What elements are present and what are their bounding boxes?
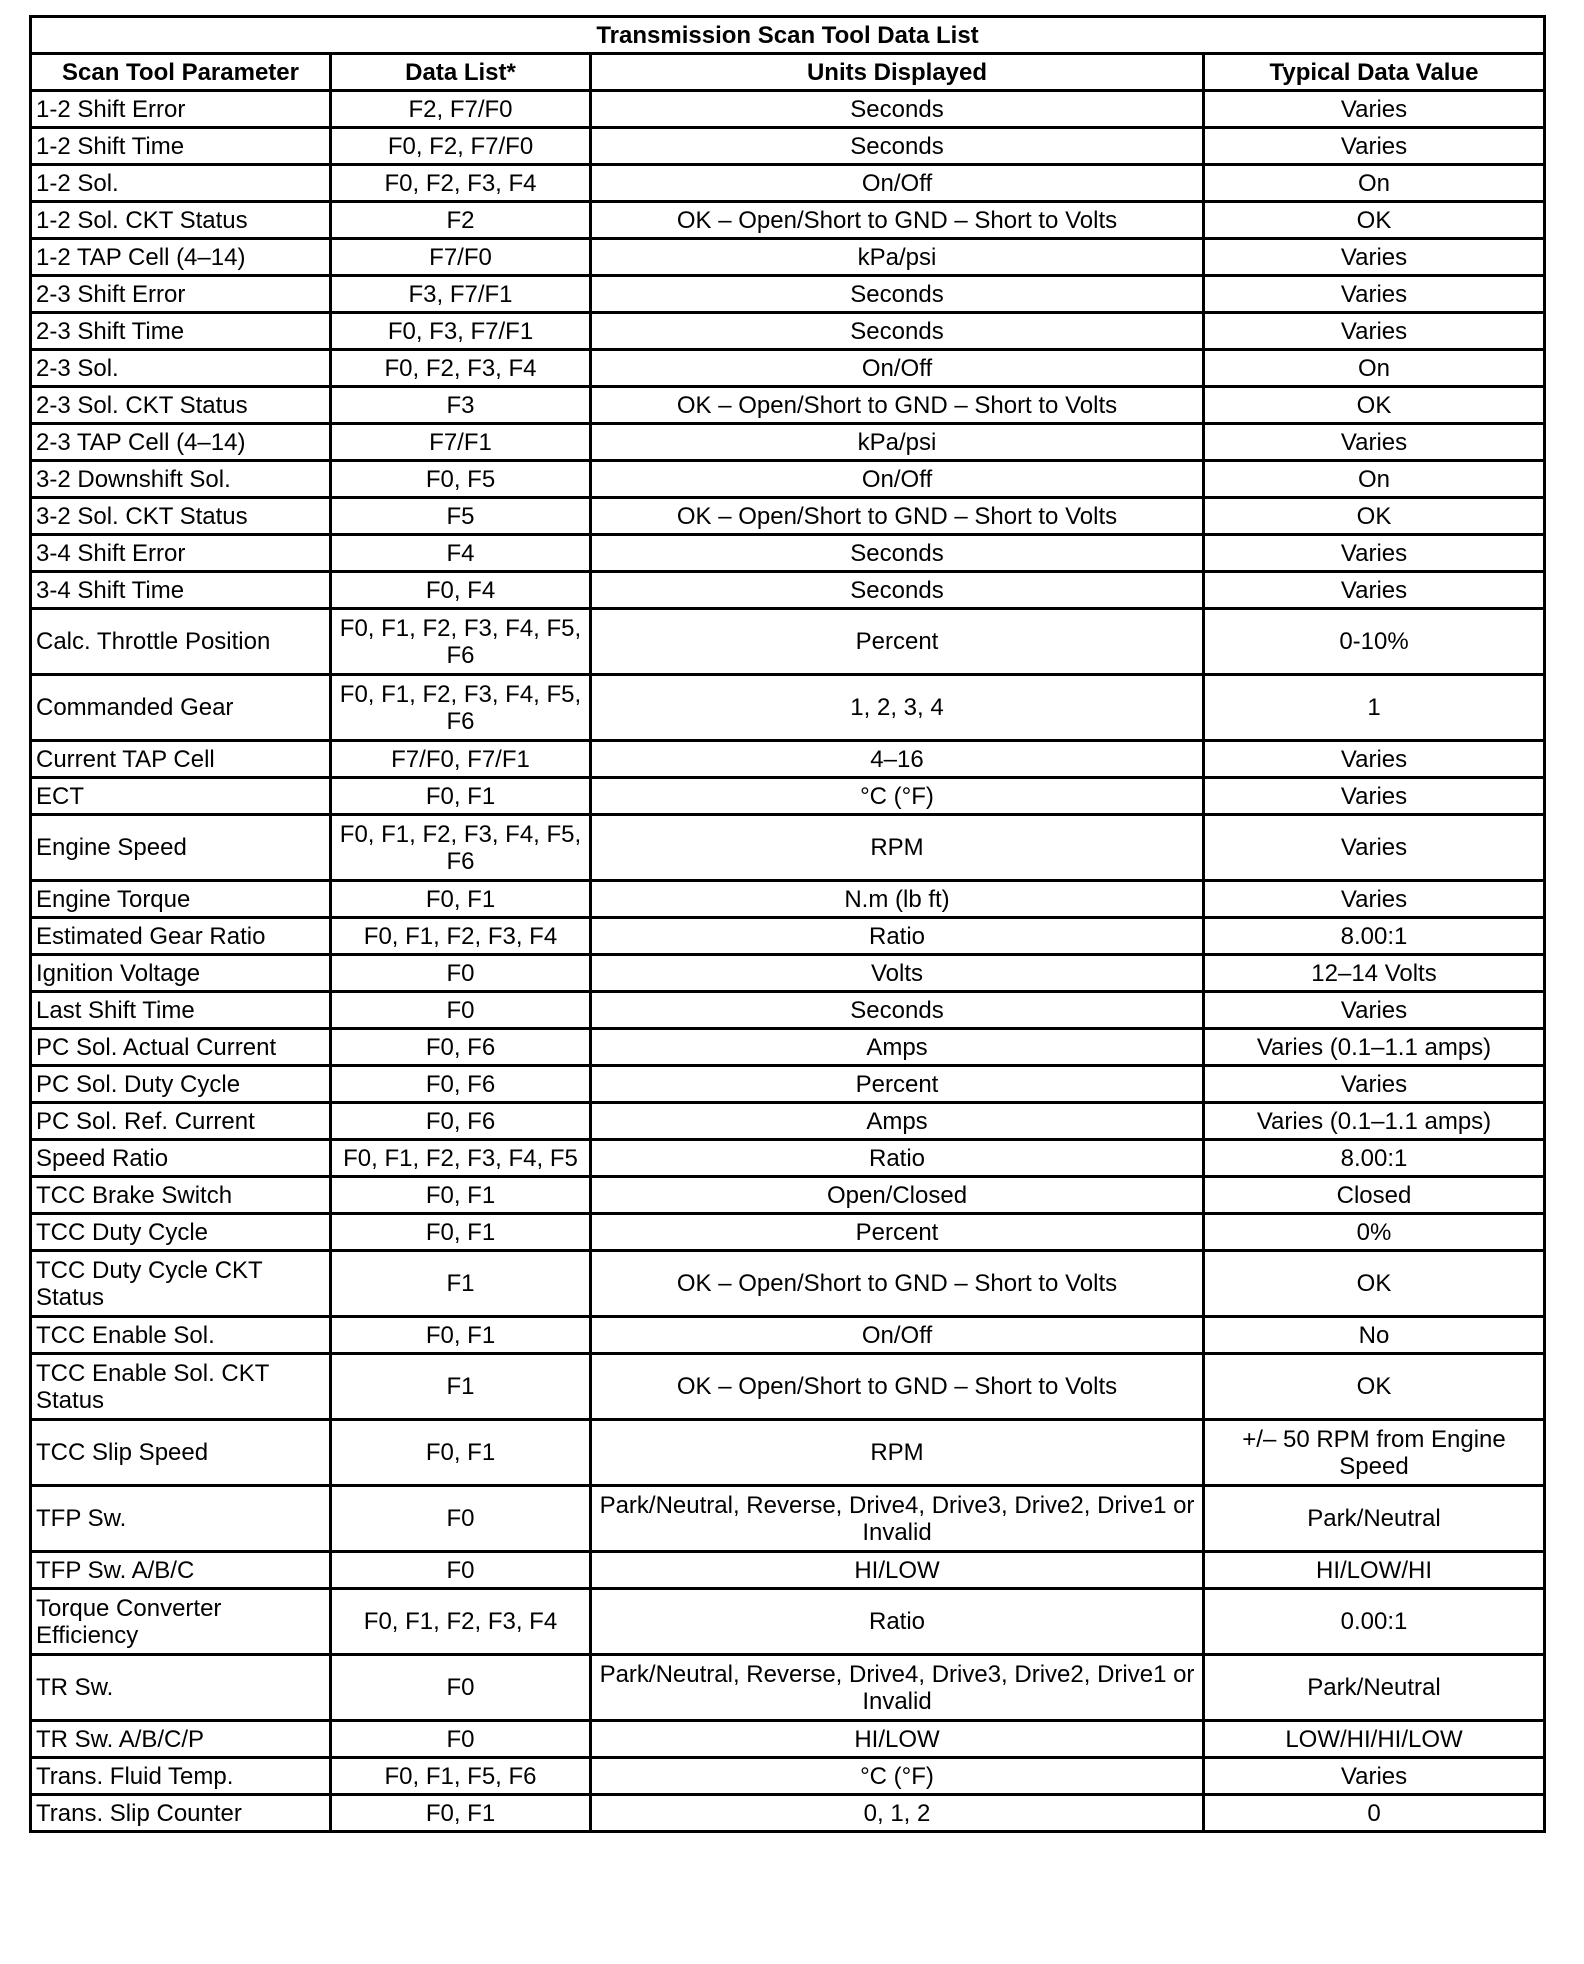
cell-units: Ratio bbox=[591, 918, 1204, 955]
cell-data-list: F0, F5 bbox=[331, 461, 591, 498]
cell-typical-value: 0-10% bbox=[1204, 609, 1545, 675]
cell-units: °C (°F) bbox=[591, 778, 1204, 815]
table-row bbox=[31, 741, 1545, 778]
table-row bbox=[31, 1029, 1545, 1066]
cell-typical-value: Varies bbox=[1204, 815, 1545, 881]
cell-data-list: F0 bbox=[331, 955, 591, 992]
cell-typical-value: On bbox=[1204, 165, 1545, 202]
cell-typical-value: Varies bbox=[1204, 313, 1545, 350]
scan-tool-data-table bbox=[29, 15, 1546, 1833]
table-row bbox=[31, 1420, 1545, 1486]
column-header-parameter: Scan Tool Parameter bbox=[31, 54, 331, 91]
cell-parameter: Calc. Throttle Position bbox=[31, 609, 331, 675]
table-row bbox=[31, 1552, 1545, 1589]
cell-parameter: 1-2 Sol. CKT Status bbox=[31, 202, 331, 239]
cell-data-list: F0, F1, F2, F3, F4, F5, F6 bbox=[331, 675, 591, 741]
cell-parameter: Estimated Gear Ratio bbox=[31, 918, 331, 955]
cell-typical-value: OK bbox=[1204, 498, 1545, 535]
cell-parameter: 2-3 Sol. CKT Status bbox=[31, 387, 331, 424]
cell-units: Seconds bbox=[591, 128, 1204, 165]
cell-units: Seconds bbox=[591, 276, 1204, 313]
cell-typical-value: No bbox=[1204, 1317, 1545, 1354]
table-row bbox=[31, 1721, 1545, 1758]
cell-typical-value: Varies bbox=[1204, 1066, 1545, 1103]
cell-units: kPa/psi bbox=[591, 424, 1204, 461]
cell-units: OK – Open/Short to GND – Short to Volts bbox=[591, 498, 1204, 535]
cell-parameter: TFP Sw. A/B/C bbox=[31, 1552, 331, 1589]
cell-typical-value: Varies bbox=[1204, 424, 1545, 461]
column-header-typical-value: Typical Data Value bbox=[1204, 54, 1545, 91]
cell-units: Amps bbox=[591, 1029, 1204, 1066]
table-row bbox=[31, 1655, 1545, 1721]
cell-typical-value: On bbox=[1204, 350, 1545, 387]
cell-units: °C (°F) bbox=[591, 1758, 1204, 1795]
cell-units: OK – Open/Short to GND – Short to Volts bbox=[591, 1354, 1204, 1420]
column-header-data-list: Data List* bbox=[331, 54, 591, 91]
cell-parameter: Trans. Slip Counter bbox=[31, 1795, 331, 1832]
cell-data-list: F0, F3, F7/F1 bbox=[331, 313, 591, 350]
cell-parameter: Ignition Voltage bbox=[31, 955, 331, 992]
cell-units: Seconds bbox=[591, 313, 1204, 350]
table-row bbox=[31, 424, 1545, 461]
cell-typical-value: OK bbox=[1204, 202, 1545, 239]
table-row bbox=[31, 1177, 1545, 1214]
table-row bbox=[31, 276, 1545, 313]
table-row bbox=[31, 609, 1545, 675]
cell-parameter: Speed Ratio bbox=[31, 1140, 331, 1177]
cell-data-list: F5 bbox=[331, 498, 591, 535]
cell-units: On/Off bbox=[591, 461, 1204, 498]
cell-data-list: F0, F1, F2, F3, F4, F5, F6 bbox=[331, 609, 591, 675]
cell-data-list: F0, F6 bbox=[331, 1029, 591, 1066]
cell-parameter: 1-2 Shift Error bbox=[31, 91, 331, 128]
cell-units: N.m (lb ft) bbox=[591, 881, 1204, 918]
table-row bbox=[31, 202, 1545, 239]
cell-parameter: 1-2 Sol. bbox=[31, 165, 331, 202]
table-row bbox=[31, 498, 1545, 535]
data-list-sheet bbox=[29, 15, 1543, 1833]
table-row bbox=[31, 1140, 1545, 1177]
cell-typical-value: On bbox=[1204, 461, 1545, 498]
cell-parameter: 2-3 Shift Error bbox=[31, 276, 331, 313]
table-row bbox=[31, 992, 1545, 1029]
cell-data-list: F0, F1, F2, F3, F4 bbox=[331, 1589, 591, 1655]
cell-parameter: Torque Converter Efficiency bbox=[31, 1589, 331, 1655]
cell-parameter: Engine Torque bbox=[31, 881, 331, 918]
cell-typical-value: +/– 50 RPM from Engine Speed bbox=[1204, 1420, 1545, 1486]
cell-typical-value: Varies (0.1–1.1 amps) bbox=[1204, 1103, 1545, 1140]
cell-typical-value: Varies bbox=[1204, 881, 1545, 918]
cell-parameter: TCC Duty Cycle CKT Status bbox=[31, 1251, 331, 1317]
cell-data-list: F0, F1 bbox=[331, 1317, 591, 1354]
cell-data-list: F7/F1 bbox=[331, 424, 591, 461]
table-row bbox=[31, 918, 1545, 955]
cell-units: Park/Neutral, Reverse, Drive4, Drive3, Drive2, Drive1 or Invalid bbox=[591, 1655, 1204, 1721]
cell-parameter: 2-3 Shift Time bbox=[31, 313, 331, 350]
cell-parameter: 2-3 Sol. bbox=[31, 350, 331, 387]
cell-parameter: TCC Duty Cycle bbox=[31, 1214, 331, 1251]
cell-data-list: F0, F2, F3, F4 bbox=[331, 350, 591, 387]
table-row bbox=[31, 778, 1545, 815]
cell-typical-value: Varies bbox=[1204, 741, 1545, 778]
cell-units: HI/LOW bbox=[591, 1721, 1204, 1758]
table-title-row bbox=[31, 17, 1545, 54]
cell-units: Percent bbox=[591, 1214, 1204, 1251]
cell-data-list: F0, F1, F5, F6 bbox=[331, 1758, 591, 1795]
cell-data-list: F0, F2, F3, F4 bbox=[331, 165, 591, 202]
cell-parameter: PC Sol. Actual Current bbox=[31, 1029, 331, 1066]
cell-units: Seconds bbox=[591, 91, 1204, 128]
table-row bbox=[31, 1214, 1545, 1251]
cell-units: kPa/psi bbox=[591, 239, 1204, 276]
table-title: Transmission Scan Tool Data List bbox=[31, 17, 1545, 54]
cell-data-list: F0, F1, F2, F3, F4, F5, F6 bbox=[331, 815, 591, 881]
cell-units: RPM bbox=[591, 815, 1204, 881]
cell-typical-value: HI/LOW/HI bbox=[1204, 1552, 1545, 1589]
cell-parameter: PC Sol. Duty Cycle bbox=[31, 1066, 331, 1103]
cell-units: 0, 1, 2 bbox=[591, 1795, 1204, 1832]
cell-parameter: 1-2 Shift Time bbox=[31, 128, 331, 165]
cell-data-list: F7/F0 bbox=[331, 239, 591, 276]
table-row bbox=[31, 1589, 1545, 1655]
cell-data-list: F0, F1 bbox=[331, 778, 591, 815]
cell-data-list: F1 bbox=[331, 1354, 591, 1420]
cell-typical-value: 1 bbox=[1204, 675, 1545, 741]
cell-units: On/Off bbox=[591, 350, 1204, 387]
cell-parameter: ECT bbox=[31, 778, 331, 815]
cell-typical-value: Varies bbox=[1204, 535, 1545, 572]
cell-units: Ratio bbox=[591, 1589, 1204, 1655]
cell-parameter: 3-2 Sol. CKT Status bbox=[31, 498, 331, 535]
cell-typical-value: Park/Neutral bbox=[1204, 1655, 1545, 1721]
table-row bbox=[31, 535, 1545, 572]
cell-parameter: Commanded Gear bbox=[31, 675, 331, 741]
cell-parameter: PC Sol. Ref. Current bbox=[31, 1103, 331, 1140]
table-row bbox=[31, 1795, 1545, 1832]
cell-data-list: F3 bbox=[331, 387, 591, 424]
cell-units: Percent bbox=[591, 1066, 1204, 1103]
cell-typical-value: 0 bbox=[1204, 1795, 1545, 1832]
table-row bbox=[31, 91, 1545, 128]
table-row bbox=[31, 1758, 1545, 1795]
cell-parameter: Last Shift Time bbox=[31, 992, 331, 1029]
table-row bbox=[31, 815, 1545, 881]
table-row bbox=[31, 461, 1545, 498]
cell-typical-value: Varies bbox=[1204, 91, 1545, 128]
table-row bbox=[31, 1251, 1545, 1317]
cell-parameter: TCC Slip Speed bbox=[31, 1420, 331, 1486]
cell-data-list: F2, F7/F0 bbox=[331, 91, 591, 128]
table-row bbox=[31, 239, 1545, 276]
cell-units: Volts bbox=[591, 955, 1204, 992]
cell-parameter: TR Sw. A/B/C/P bbox=[31, 1721, 331, 1758]
cell-parameter: Trans. Fluid Temp. bbox=[31, 1758, 331, 1795]
column-header-units: Units Displayed bbox=[591, 54, 1204, 91]
table-row bbox=[31, 881, 1545, 918]
cell-units: Ratio bbox=[591, 1140, 1204, 1177]
cell-units: Seconds bbox=[591, 535, 1204, 572]
cell-units: On/Off bbox=[591, 1317, 1204, 1354]
cell-typical-value: Varies bbox=[1204, 572, 1545, 609]
cell-data-list: F1 bbox=[331, 1251, 591, 1317]
cell-data-list: F0 bbox=[331, 992, 591, 1029]
cell-data-list: F0, F6 bbox=[331, 1103, 591, 1140]
cell-typical-value: Varies bbox=[1204, 276, 1545, 313]
table-row bbox=[31, 1486, 1545, 1552]
cell-data-list: F3, F7/F1 bbox=[331, 276, 591, 313]
cell-data-list: F0, F1, F2, F3, F4 bbox=[331, 918, 591, 955]
cell-data-list: F4 bbox=[331, 535, 591, 572]
cell-data-list: F0 bbox=[331, 1655, 591, 1721]
cell-typical-value: Varies bbox=[1204, 992, 1545, 1029]
cell-typical-value: OK bbox=[1204, 1251, 1545, 1317]
table-header-row bbox=[31, 54, 1545, 91]
cell-units: Amps bbox=[591, 1103, 1204, 1140]
cell-parameter: 3-4 Shift Error bbox=[31, 535, 331, 572]
cell-parameter: 3-2 Downshift Sol. bbox=[31, 461, 331, 498]
table-row bbox=[31, 1103, 1545, 1140]
cell-parameter: Engine Speed bbox=[31, 815, 331, 881]
cell-typical-value: 8.00:1 bbox=[1204, 918, 1545, 955]
table-row bbox=[31, 572, 1545, 609]
table-row bbox=[31, 387, 1545, 424]
table-row bbox=[31, 955, 1545, 992]
table-row bbox=[31, 128, 1545, 165]
cell-typical-value: OK bbox=[1204, 387, 1545, 424]
cell-units: 1, 2, 3, 4 bbox=[591, 675, 1204, 741]
cell-parameter: TR Sw. bbox=[31, 1655, 331, 1721]
cell-typical-value: 12–14 Volts bbox=[1204, 955, 1545, 992]
cell-units: Open/Closed bbox=[591, 1177, 1204, 1214]
cell-data-list: F2 bbox=[331, 202, 591, 239]
cell-typical-value: OK bbox=[1204, 1354, 1545, 1420]
cell-typical-value: Varies (0.1–1.1 amps) bbox=[1204, 1029, 1545, 1066]
cell-units: Seconds bbox=[591, 572, 1204, 609]
table-row bbox=[31, 675, 1545, 741]
cell-data-list: F0, F1 bbox=[331, 1177, 591, 1214]
cell-units: OK – Open/Short to GND – Short to Volts bbox=[591, 387, 1204, 424]
cell-typical-value: 0.00:1 bbox=[1204, 1589, 1545, 1655]
cell-data-list: F0 bbox=[331, 1486, 591, 1552]
table-row bbox=[31, 313, 1545, 350]
cell-data-list: F7/F0, F7/F1 bbox=[331, 741, 591, 778]
table-row bbox=[31, 1317, 1545, 1354]
cell-parameter: 1-2 TAP Cell (4–14) bbox=[31, 239, 331, 276]
cell-typical-value: Varies bbox=[1204, 778, 1545, 815]
cell-typical-value: LOW/HI/HI/LOW bbox=[1204, 1721, 1545, 1758]
cell-data-list: F0 bbox=[331, 1552, 591, 1589]
cell-typical-value: Closed bbox=[1204, 1177, 1545, 1214]
cell-parameter: TFP Sw. bbox=[31, 1486, 331, 1552]
cell-data-list: F0, F1 bbox=[331, 1420, 591, 1486]
cell-parameter: Current TAP Cell bbox=[31, 741, 331, 778]
table-row bbox=[31, 1066, 1545, 1103]
cell-units: HI/LOW bbox=[591, 1552, 1204, 1589]
cell-data-list: F0, F1, F2, F3, F4, F5 bbox=[331, 1140, 591, 1177]
cell-typical-value: 8.00:1 bbox=[1204, 1140, 1545, 1177]
cell-typical-value: Park/Neutral bbox=[1204, 1486, 1545, 1552]
cell-typical-value: 0% bbox=[1204, 1214, 1545, 1251]
cell-units: OK – Open/Short to GND – Short to Volts bbox=[591, 1251, 1204, 1317]
cell-units: RPM bbox=[591, 1420, 1204, 1486]
cell-units: Percent bbox=[591, 609, 1204, 675]
table-body bbox=[31, 91, 1545, 1832]
cell-units: Park/Neutral, Reverse, Drive4, Drive3, Drive2, Drive1 or Invalid bbox=[591, 1486, 1204, 1552]
cell-units: Seconds bbox=[591, 992, 1204, 1029]
table-row bbox=[31, 350, 1545, 387]
cell-data-list: F0, F1 bbox=[331, 881, 591, 918]
cell-data-list: F0 bbox=[331, 1721, 591, 1758]
cell-parameter: 3-4 Shift Time bbox=[31, 572, 331, 609]
cell-typical-value: Varies bbox=[1204, 239, 1545, 276]
cell-typical-value: Varies bbox=[1204, 1758, 1545, 1795]
cell-typical-value: Varies bbox=[1204, 128, 1545, 165]
cell-units: 4–16 bbox=[591, 741, 1204, 778]
table-row bbox=[31, 1354, 1545, 1420]
table-row bbox=[31, 165, 1545, 202]
cell-parameter: TCC Enable Sol. CKT Status bbox=[31, 1354, 331, 1420]
cell-data-list: F0, F2, F7/F0 bbox=[331, 128, 591, 165]
cell-data-list: F0, F6 bbox=[331, 1066, 591, 1103]
cell-units: OK – Open/Short to GND – Short to Volts bbox=[591, 202, 1204, 239]
cell-parameter: TCC Brake Switch bbox=[31, 1177, 331, 1214]
cell-parameter: TCC Enable Sol. bbox=[31, 1317, 331, 1354]
cell-data-list: F0, F4 bbox=[331, 572, 591, 609]
cell-data-list: F0, F1 bbox=[331, 1214, 591, 1251]
cell-parameter: 2-3 TAP Cell (4–14) bbox=[31, 424, 331, 461]
cell-units: On/Off bbox=[591, 165, 1204, 202]
cell-data-list: F0, F1 bbox=[331, 1795, 591, 1832]
